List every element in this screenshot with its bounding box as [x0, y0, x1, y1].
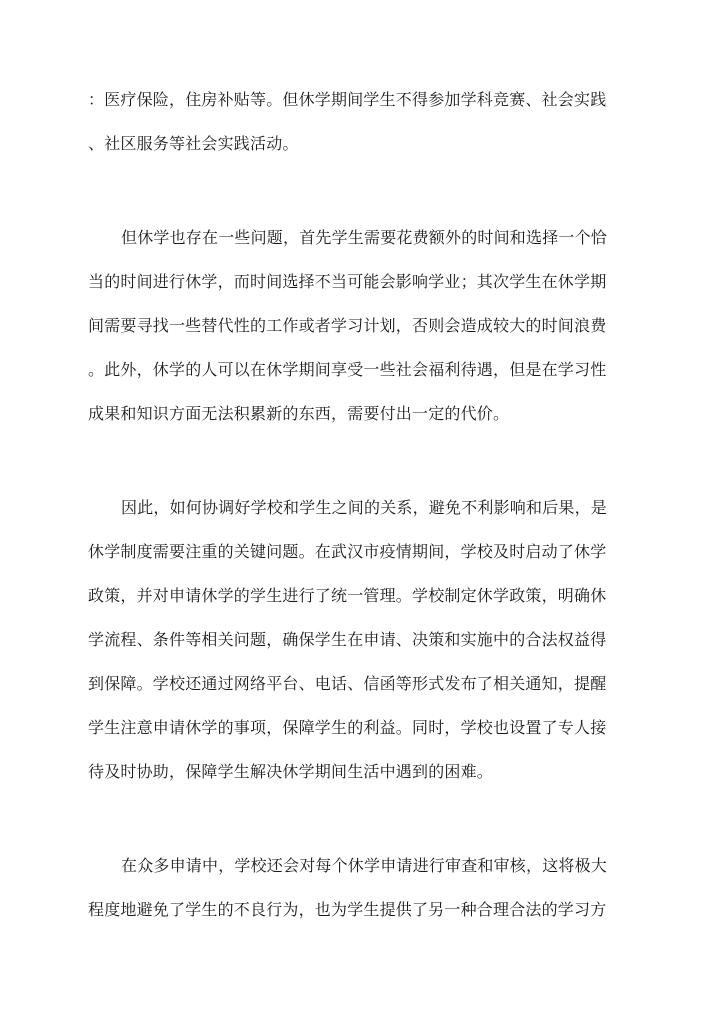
paragraph-3-line-4: 学流程、条件等相关问题，确保学生在申请、决策和实施中的合法权益得 — [88, 630, 607, 649]
paragraph-3-line-3: 政策，并对申请休学的学生进行了统一管理。学校制定休学政策，明确休 — [88, 586, 607, 605]
paragraph-3-line-6: 学生注意申请休学的事项，保障学生的利益。同时，学校也设置了专人接 — [88, 718, 607, 737]
paragraph-4-line-2: 程度地避免了学生的不良行为，也为学生提供了另一种合理合法的学习方 — [88, 900, 607, 919]
paragraph-2-line-1: 但休学也存在一些问题，首先学生需要花费额外的时间和选择一个恰 — [121, 228, 608, 247]
paragraph-3-line-1: 因此，如何协调好学校和学生之间的关系，避免不利影响和后果，是 — [121, 498, 608, 517]
paragraph-3-line-2: 休学制度需要注重的关键问题。在武汉市疫情期间，学校及时启动了休学 — [88, 542, 607, 561]
paragraph-2-line-3: 间需要寻找一些替代性的工作或者学习计划，否则会造成较大的时间浪费 — [88, 316, 607, 335]
paragraph-1-line-1: ：医疗保险，住房补贴等。但休学期间学生不得参加学科竞赛、社会实践 — [88, 90, 607, 109]
paragraph-2-line-2: 当的时间进行休学，而时间选择不当可能会影响学业；其次学生在休学期 — [88, 272, 607, 291]
paragraph-3-line-7: 待及时协助，保障学生解决休学期间生活中遇到的困难。 — [88, 762, 494, 781]
paragraph-4-line-1: 在众多申请中，学校还会对每个休学申请进行审查和审核，这将极大 — [121, 856, 608, 875]
paragraph-1-line-2: 、社区服务等社会实践活动。 — [88, 134, 299, 153]
paragraph-2-line-5: 成果和知识方面无法积累新的东西，需要付出一定的代价。 — [88, 404, 510, 423]
paragraph-3-line-5: 到保障。学校还通过网络平台、电话、信函等形式发布了相关通知，提醒 — [88, 674, 607, 693]
paragraph-2-line-4: 。此外，休学的人可以在休学期间享受一些社会福利待遇，但是在学习性 — [88, 360, 607, 379]
